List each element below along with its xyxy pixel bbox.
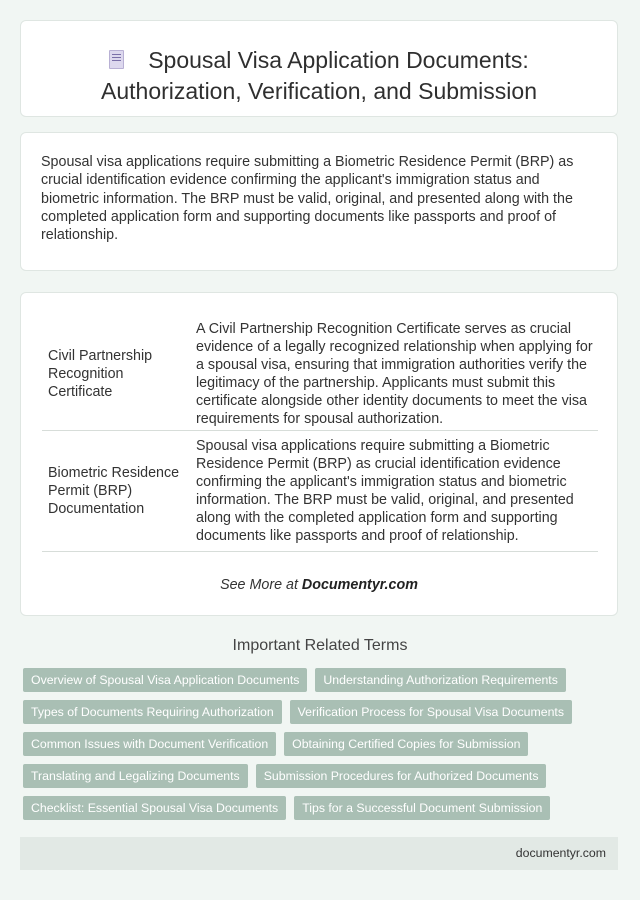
related-term-tag[interactable]: Types of Documents Requiring Authorization xyxy=(23,700,282,724)
table-row xyxy=(42,431,598,552)
term-cell: Biometric Residence Permit (BRP) Documentation xyxy=(42,431,196,552)
related-term-tag[interactable]: Understanding Authorization Requirements xyxy=(315,668,565,692)
page-title-line-2: Authorization, Verification, and Submission xyxy=(101,78,537,104)
definitions-card xyxy=(20,292,618,616)
footer xyxy=(20,837,618,870)
see-more-line xyxy=(21,577,617,593)
intro-card xyxy=(20,132,618,271)
intro-text: Spousal visa applications require submitting a Biometric Residence Permit (BRP) as crucial identification evidence confirming the applicant's immigration status and biometric information. The BRP must be valid, original, and presented along with the completed application form and supporting documents like passports and proof of relationship. xyxy=(41,154,574,244)
related-terms-tags xyxy=(23,668,613,820)
table-row xyxy=(42,318,598,431)
term-cell: Civil Partnership Recognition Certificate xyxy=(42,318,196,431)
description-cell: A Civil Partnership Recognition Certificate serves as crucial evidence of a legally recognized relationship when applying for a spousal visa, ensuring that immigration authorities verify the legitimacy of the partnership. Applicants must submit this certificate alongside other identity documents to meet the visa requirements for spousal authorization. xyxy=(196,318,598,431)
definitions-table xyxy=(42,318,598,552)
document-icon xyxy=(109,50,124,69)
related-term-tag[interactable]: Obtaining Certified Copies for Submission xyxy=(284,732,528,756)
related-term-tag[interactable]: Overview of Spousal Visa Application Documents xyxy=(23,668,307,692)
related-term-tag[interactable]: Tips for a Successful Document Submission xyxy=(294,796,550,820)
see-more-link[interactable]: Documentyr.com xyxy=(301,577,418,593)
description-cell: Spousal visa applications require submitting a Biometric Residence Permit (BRP) as crucial identification evidence confirming the applicant's immigration status and biometric information. The BRP must be valid, original, and presented along with the completed application form and supporting documents like passports and proof of relationship. xyxy=(196,431,598,552)
see-more-prefix: See More at xyxy=(220,577,302,593)
related-term-tag[interactable]: Submission Procedures for Authorized Documents xyxy=(256,764,547,788)
footer-site-link[interactable]: documentyr.com xyxy=(515,846,606,860)
title-card xyxy=(20,20,618,117)
related-term-tag[interactable]: Verification Process for Spousal Visa Documents xyxy=(290,700,572,724)
page-title xyxy=(21,45,617,107)
page-title-line-1: Spousal Visa Application Documents: xyxy=(148,47,529,73)
related-terms-heading: Important Related Terms xyxy=(232,637,408,654)
related-term-tag[interactable]: Translating and Legalizing Documents xyxy=(23,764,248,788)
related-term-tag[interactable]: Checklist: Essential Spousal Visa Documents xyxy=(23,796,286,820)
related-term-tag[interactable]: Common Issues with Document Verification xyxy=(23,732,276,756)
